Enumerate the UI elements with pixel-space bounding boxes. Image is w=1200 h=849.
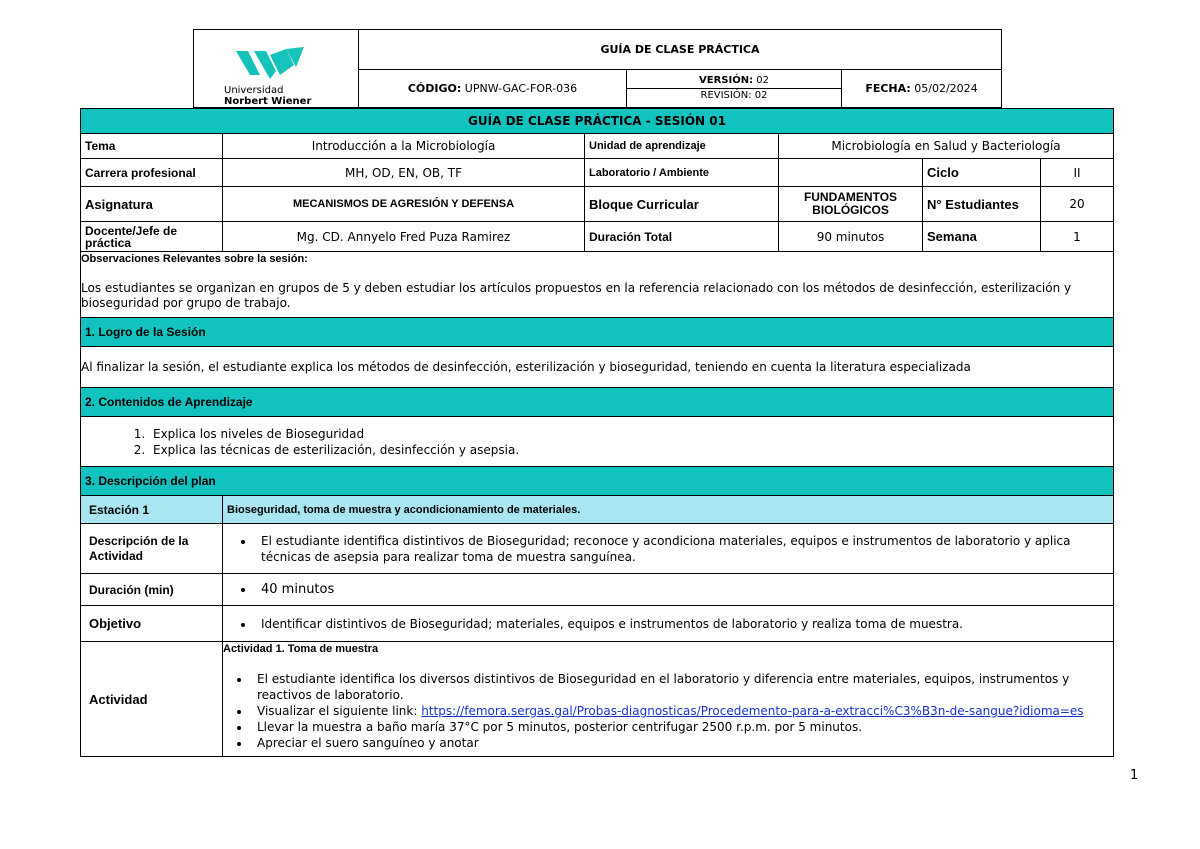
contenido-item: 2. Explica las técnicas de esterilización, desinfección y asepsia. bbox=[149, 442, 1109, 458]
logo-cell bbox=[194, 30, 359, 108]
observaciones-title: Observaciones Relevantes sobre la sesión: bbox=[81, 253, 308, 265]
objetivo-item: • Identificar distintivos de Bioseguridad; materiales, equipos e instrumentos de laboratorio y realiza toma de muestra. bbox=[255, 616, 1109, 632]
estacion-label: Estación 1 bbox=[81, 496, 223, 524]
descripcion-actividad-cell bbox=[223, 524, 1114, 574]
docente-value: Mg. CD. Annyelo Fred Puza Ramirez bbox=[223, 222, 585, 252]
asignatura-value: MECANISMOS DE AGRESIÓN Y DEFENSA bbox=[223, 187, 585, 222]
semana-value: 1 bbox=[1041, 222, 1114, 252]
duracion-total-label: Duración Total bbox=[585, 222, 779, 252]
duracion-total-value: 90 minutos bbox=[779, 222, 923, 252]
session-title: GUÍA DE CLASE PRÁCTICA - SESIÓN 01 bbox=[81, 109, 1114, 134]
asignatura-label: Asignatura bbox=[81, 187, 223, 222]
ciclo-value: II bbox=[1041, 159, 1114, 187]
carrera-label: Carrera profesional bbox=[81, 159, 223, 187]
contenido-item: 1. Explica los niveles de Bioseguridad bbox=[149, 426, 1109, 442]
tema-label: Tema bbox=[81, 134, 223, 159]
version-value: 02 bbox=[756, 74, 769, 86]
revision-value: 02 bbox=[754, 89, 768, 101]
logro-text: Al finalizar la sesión, el estudiante explica los métodos de desinfección, esterilización y bioseguridad, teniendo en cuenta la literatura especializada bbox=[81, 347, 1114, 388]
actividad-cell bbox=[223, 642, 1114, 757]
observaciones-block bbox=[81, 252, 1114, 318]
actividad-item: • Llevar la muestra a baño maría 37°C por 5 minutos, posterior centrifugar 2500 r.p.m. por 5 minutos. bbox=[251, 719, 1109, 735]
date-cell bbox=[842, 69, 1002, 108]
estacion-value: Bioseguridad, toma de muestra y acondicionamiento de materiales. bbox=[223, 496, 1114, 524]
unidad-value: Microbiología en Salud y Bacteriología bbox=[779, 134, 1114, 159]
actividad-label: Actividad bbox=[81, 642, 223, 757]
contenidos-block bbox=[81, 417, 1114, 467]
observaciones-text: Los estudiantes se organizan en grupos de 5 y deben estudiar los artículos propuestos en la referencia relacionado con los métodos de desinfección, esterilización y bioseguridad por grupo de trabajo. bbox=[81, 281, 1072, 310]
actividad-item: • Apreciar el suero sanguíneo y anotar bbox=[251, 735, 1109, 751]
code-cell bbox=[359, 69, 627, 108]
university-logo-icon bbox=[236, 47, 306, 81]
semana-label: Semana bbox=[923, 222, 1041, 252]
bloque-value: FUNDAMENTOS BIOLÓGICOS bbox=[779, 187, 923, 222]
document-header bbox=[193, 29, 1002, 108]
code-label: CÓDIGO: bbox=[407, 81, 462, 95]
descripcion-title: 3. Descripción del plan bbox=[81, 467, 1114, 496]
docente-label: Docente/Jefe de práctica bbox=[81, 222, 223, 252]
code-value: UPNW-GAC-FOR-036 bbox=[464, 81, 578, 95]
logo-line-1: Universidad bbox=[224, 85, 284, 96]
logro-title: 1. Logro de la Sesión bbox=[81, 318, 1114, 347]
header-title: GUÍA DE CLASE PRÁCTICA bbox=[359, 30, 1002, 70]
logo-line-2: Norbert Wiener bbox=[224, 96, 312, 107]
n-estudiantes-value: 20 bbox=[1041, 187, 1114, 222]
protocol-link[interactable]: https://femora.sergas.gal/Probas-diagnosticas/Procedemento-para-a-extracci%C3%B3n-de-sangue?idioma=es bbox=[421, 704, 1084, 718]
version-label: VERSIÓN: bbox=[699, 74, 754, 86]
descripcion-actividad-item: • El estudiante identifica distintivos de Bioseguridad; reconoce y acondiciona materiales, equipos e instrumentos de laboratorio y aplica técnicas de asepsia para realizar toma de muestra sanguínea. bbox=[255, 533, 1109, 565]
ciclo-label: Ciclo bbox=[923, 159, 1041, 187]
laboratorio-label: Laboratorio / Ambiente bbox=[585, 159, 779, 187]
actividad-title: Actividad 1. Toma de muestra bbox=[223, 643, 379, 655]
laboratorio-value bbox=[779, 159, 923, 187]
tema-value: Introducción a la Microbiología bbox=[223, 134, 585, 159]
descripcion-actividad-label: Descripción de la Actividad bbox=[81, 524, 223, 574]
version-cell bbox=[627, 69, 842, 108]
contenidos-title: 2. Contenidos de Aprendizaje bbox=[81, 388, 1114, 417]
n-estudiantes-label: N° Estudiantes bbox=[923, 187, 1041, 222]
objetivo-label: Objetivo bbox=[81, 606, 223, 642]
date-label: FECHA: bbox=[865, 81, 911, 95]
version-row bbox=[627, 74, 841, 89]
duracion-min-label: Duración (min) bbox=[81, 574, 223, 606]
page-number: 1 bbox=[1130, 768, 1139, 783]
session-table bbox=[80, 108, 1114, 757]
unidad-label: Unidad de aprendizaje bbox=[585, 134, 779, 159]
date-value: 05/02/2024 bbox=[914, 81, 978, 95]
actividad-list bbox=[223, 671, 1109, 751]
revision-row bbox=[627, 89, 841, 103]
revision-label: REVISIÓN: bbox=[700, 89, 752, 101]
actividad-item: • El estudiante identifica los diversos distintivos de Bioseguridad en el laboratorio y diferencia entre materiales, equipos, instrumentos y reactivos de laboratorio. bbox=[251, 671, 1109, 703]
link-prefix: Visualizar el siguiente link: bbox=[257, 704, 422, 718]
duracion-min-item: • 40 minutos bbox=[255, 582, 1109, 598]
bloque-label: Bloque Curricular bbox=[585, 187, 779, 222]
actividad-item-link bbox=[251, 703, 1109, 719]
contenidos-list bbox=[85, 426, 1109, 458]
objetivo-cell bbox=[223, 606, 1114, 642]
duracion-min-cell bbox=[223, 574, 1114, 606]
carrera-value: MH, OD, EN, OB, TF bbox=[223, 159, 585, 187]
